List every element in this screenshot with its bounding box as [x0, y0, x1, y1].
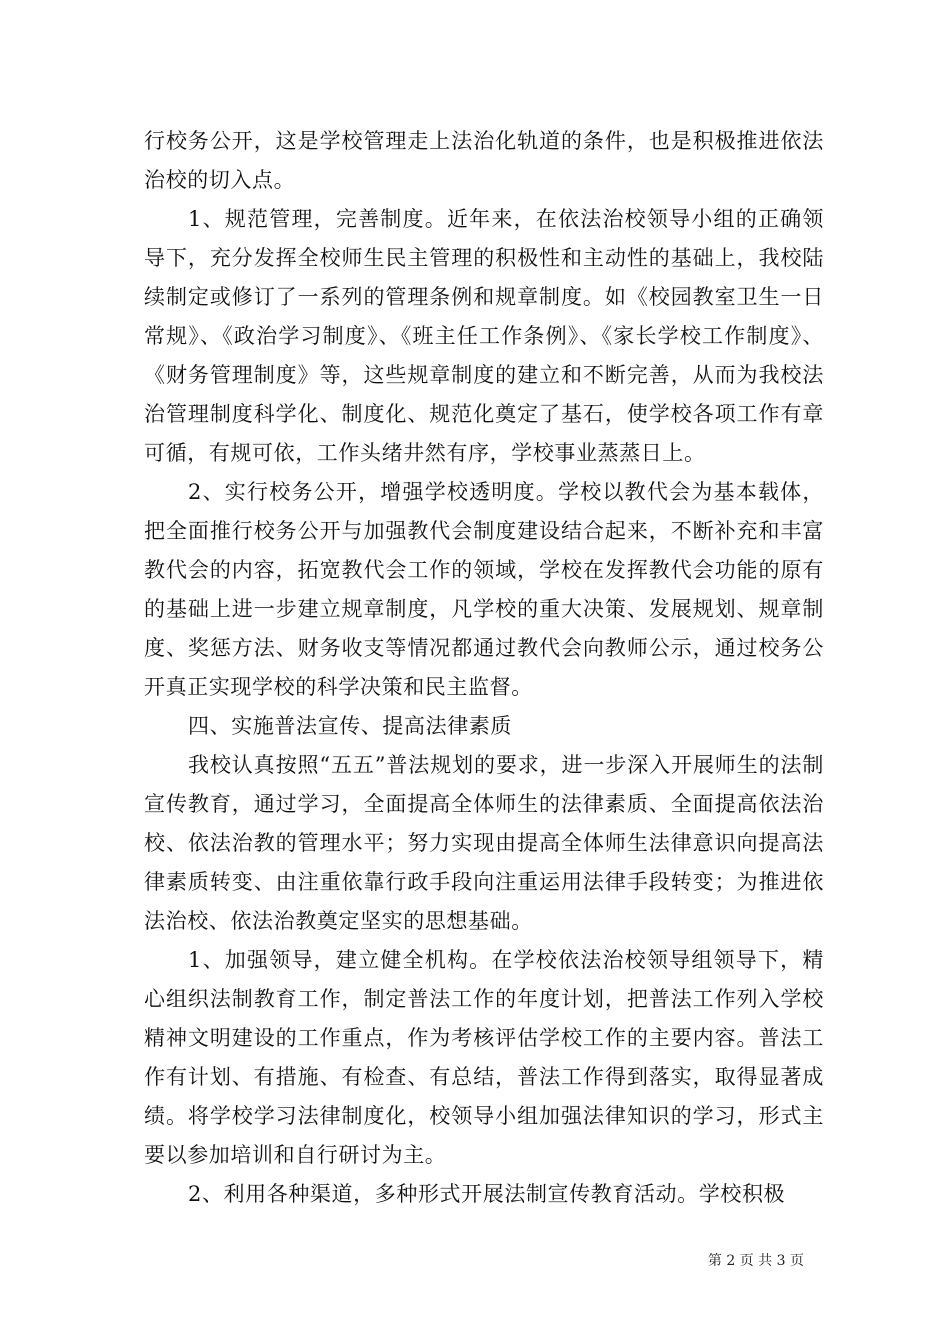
paragraph-legal-education: 我校认真按照“五五”普法规划的要求，进一步深入开展师生的法制宣传教育，通过学习，全面提高全体师生的法律素质、全面提高依法治校、依法治教的管理水平；努力实现由提高全体师生法律意识向提高法律素质转变、由注重依靠行政手段向注重运用法律手段转变；为推进依法治校、依法治教奠定坚实的思想基础。: [144, 753, 824, 933]
paragraph-open-affairs: 2、实行校务公开，增强学校透明度。学校以教代会为基本载体，把全面推行校务公开与加强教代会制度建设结合起来，不断补充和丰富教代会的内容，拓宽教代会工作的领域，学校在发挥教代会功能的原有的基础上进一步建立规章制度，凡学校的重大决策、发展规划、规章制度、奖惩方法、财务收支等情况都通过教代会向教师公示，通过校务公开真正实现学校的科学决策和民主监督。: [144, 480, 824, 699]
paragraph-various-channels: 2、利用各种渠道，多种形式开展法制宣传教育活动。学校积极: [188, 1182, 786, 1206]
paragraph-strengthen-leadership: 1、加强领导，建立健全机构。在学校依法治校领导组领导下，精心组织法制教育工作，制定普法工作的年度计划，把普法工作列入学校精神文明建设的工作重点，作为考核评估学校工作的主要内容。普法工作有计划、有措施、有检查、有总结，普法工作得到落实，取得显著成绩。将学校学习法律制度化，校领导小组加强法律知识的学习，形式主要以参加培训和自行研讨为主。: [144, 948, 824, 1167]
section-heading: 四、实施普法宣传、提高法律素质: [188, 714, 512, 738]
document-body: [144, 122, 824, 1214]
page-number: 第 2 页 共 3 页: [707, 1253, 804, 1269]
paragraph-regulate-management: 1、规范管理，完善制度。近年来，在依法治校领导小组的正确领导下，充分发挥全校师生民主管理的积极性和主动性的基础上，我校陆续制定或修订了一系列的管理条例和规章制度。如《校园教室卫生一日常规》、《政治学习制度》、《班主任工作条例》、《家长学校工作制度》、《财务管理制度》等，这些规章制度的建立和不断完善，从而为我校法治管理制度科学化、制度化、规范化奠定了基石，使学校各项工作有章可循，有规可依，工作头绪井然有序，学校事业蒸蒸日上。: [144, 207, 824, 465]
paragraph-continuation: 行校务公开，这是学校管理走上法治化轨道的条件，也是积极推进依法治校的切入点。: [144, 129, 824, 192]
